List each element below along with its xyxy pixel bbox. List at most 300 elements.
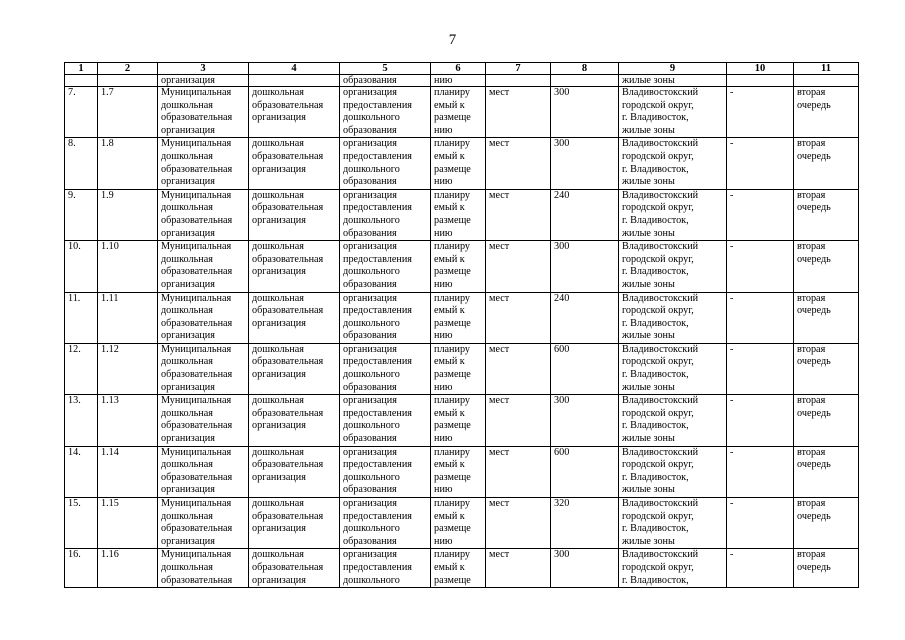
cell-line: г. Владивосток, [622, 369, 689, 381]
cell-line: образовательная [161, 266, 233, 278]
cell-line: Владивостокский [622, 189, 699, 201]
cell-line: предоставления [343, 561, 412, 573]
cell-line: организация [252, 574, 306, 586]
object-purpose [340, 292, 431, 343]
object-purpose [340, 395, 431, 446]
cell-line: дошкольного [343, 574, 400, 586]
object-purpose [340, 138, 431, 189]
cell-line: организация [161, 484, 215, 496]
zone-cell: - [727, 241, 794, 292]
object-type [249, 343, 340, 394]
cell-line: размеще [434, 266, 471, 278]
cell-line: жилые зоны [622, 278, 675, 290]
cell-line: г. Владивосток, [622, 266, 689, 278]
cell-line: вторая [797, 241, 826, 253]
cell-line: организация [161, 330, 215, 342]
cell-line: Муниципальная [161, 395, 232, 407]
cell-line: очередь [797, 510, 831, 522]
cell-line: предоставления [343, 459, 412, 471]
object-status [431, 446, 486, 497]
object-status [431, 189, 486, 240]
item-code: 1.12 [98, 343, 158, 394]
cell-line: планиру [434, 343, 471, 355]
cell-line: дошкольная [161, 561, 213, 573]
cell-line: дошкольная [161, 510, 213, 522]
table-cell: жилые зоны [619, 75, 727, 87]
object-type [249, 138, 340, 189]
cell-line: образования [343, 227, 397, 239]
cell-line: предоставления [343, 305, 412, 317]
cell-line: городской округ, [622, 202, 694, 214]
object-type [249, 292, 340, 343]
cell-line: Владивостокский [622, 395, 699, 407]
cell-line: дошкольная [161, 99, 213, 111]
location-cell [619, 138, 727, 189]
cell-line: Муниципальная [161, 138, 232, 150]
row-number: 15. [65, 498, 98, 549]
cell-line: предоставления [343, 356, 412, 368]
cell-line: Муниципальная [161, 292, 232, 304]
cell-line: образовательная [252, 202, 324, 214]
cell-line: жилые зоны [622, 330, 675, 342]
cell-line: образовательная [161, 420, 233, 432]
cell-line: очередь [797, 202, 831, 214]
queue-cell [794, 498, 859, 549]
zone-cell: - [727, 343, 794, 394]
cell-line: емый к [434, 99, 465, 111]
cell-line: организация [161, 278, 215, 290]
object-status [431, 87, 486, 138]
cell-line: организация [252, 214, 306, 226]
cell-line: дошкольного [343, 471, 400, 483]
capacity-cell: 600 [551, 446, 619, 497]
cell-line: дошкольная [252, 395, 304, 407]
cell-line: нию [434, 484, 453, 496]
location-cell [619, 292, 727, 343]
capacity-cell: 300 [551, 395, 619, 446]
cell-line: емый к [434, 253, 465, 265]
table-cell [551, 75, 619, 87]
object-name [158, 138, 249, 189]
unit-cell: мест [486, 292, 551, 343]
table-cell [727, 75, 794, 87]
object-type [249, 241, 340, 292]
cell-line: дошкольная [252, 549, 304, 561]
cell-line: образовательная [161, 112, 233, 124]
cell-line: размеще [434, 471, 471, 483]
item-code: 1.16 [98, 549, 158, 588]
cell-line: г. Владивосток, [622, 420, 689, 432]
col-header: 8 [551, 63, 619, 75]
col-header: 11 [794, 63, 859, 75]
cell-line: нию [434, 535, 453, 547]
cell-line: размеще [434, 214, 471, 226]
capacity-cell: 240 [551, 292, 619, 343]
cell-line: предоставления [343, 253, 412, 265]
col-header: 5 [340, 63, 431, 75]
object-name [158, 343, 249, 394]
cell-line: образования [343, 535, 397, 547]
cell-line: планиру [434, 292, 471, 304]
cell-line: дошкольная [252, 498, 304, 509]
queue-cell [794, 241, 859, 292]
col-header: 3 [158, 63, 249, 75]
cell-line: образования [343, 433, 397, 445]
col-header: 7 [486, 63, 551, 75]
cell-line: вторая [797, 498, 826, 509]
table-cell [98, 75, 158, 87]
cell-line: образовательная [252, 561, 324, 573]
cell-line: жилые зоны [622, 433, 675, 445]
col-header: 9 [619, 63, 727, 75]
location-cell [619, 87, 727, 138]
row-number: 16. [65, 549, 98, 588]
header-row [65, 63, 859, 75]
zone-cell: - [727, 87, 794, 138]
unit-cell: мест [486, 241, 551, 292]
table-row [65, 138, 859, 189]
cell-line: очередь [797, 561, 831, 573]
cell-line: образовательная [252, 150, 324, 162]
cell-line: дошкольного [343, 523, 400, 535]
cell-line: городской округ, [622, 150, 694, 162]
cell-line: планиру [434, 446, 471, 458]
location-cell [619, 395, 727, 446]
zone-cell: - [727, 189, 794, 240]
cell-line: городской округ, [622, 99, 694, 111]
capacity-cell: 300 [551, 138, 619, 189]
cell-line: очередь [797, 356, 831, 368]
object-name [158, 498, 249, 549]
object-type [249, 446, 340, 497]
table-row [65, 395, 859, 446]
cell-line: емый к [434, 510, 465, 522]
cell-line: Владивостокский [622, 549, 699, 561]
cell-line: образования [343, 176, 397, 188]
unit-cell: мест [486, 87, 551, 138]
cell-line: дошкольная [252, 138, 304, 150]
queue-cell [794, 138, 859, 189]
cell-line: нию [434, 330, 453, 342]
row-number: 14. [65, 446, 98, 497]
cell-line: вторая [797, 138, 826, 150]
cell-line: образовательная [161, 574, 233, 586]
table-cell: нию [431, 75, 486, 87]
cell-line: дошкольная [161, 459, 213, 471]
object-name [158, 87, 249, 138]
continuation-row [65, 75, 859, 87]
object-status [431, 138, 486, 189]
cell-line: предоставления [343, 150, 412, 162]
cell-line: городской округ, [622, 459, 694, 471]
capacity-cell: 300 [551, 241, 619, 292]
cell-line: организация [343, 498, 397, 509]
cell-line: образовательная [252, 459, 324, 471]
cell-line: образовательная [161, 523, 233, 535]
object-type [249, 498, 340, 549]
location-cell [619, 549, 727, 588]
table-row [65, 446, 859, 497]
unit-cell: мест [486, 446, 551, 497]
cell-line: образовательная [252, 99, 324, 111]
cell-line: Владивостокский [622, 446, 699, 458]
item-code: 1.11 [98, 292, 158, 343]
cell-line: Владивостокский [622, 138, 699, 150]
cell-line: планиру [434, 395, 471, 407]
cell-line: организация [343, 138, 397, 150]
capacity-cell: 300 [551, 87, 619, 138]
table-row [65, 549, 859, 588]
cell-line: емый к [434, 407, 465, 419]
row-number: 12. [65, 343, 98, 394]
cell-line: образования [343, 124, 397, 136]
cell-line: образования [343, 381, 397, 393]
item-code: 1.9 [98, 189, 158, 240]
cell-line: дошкольного [343, 214, 400, 226]
location-cell [619, 446, 727, 497]
cell-line: емый к [434, 356, 465, 368]
cell-line: дошкольная [161, 150, 213, 162]
cell-line: емый к [434, 150, 465, 162]
cell-line: организация [252, 317, 306, 329]
register-table [64, 62, 859, 588]
cell-line: дошкольная [161, 202, 213, 214]
cell-line: Муниципальная [161, 549, 232, 561]
cell-line: организация [343, 343, 397, 355]
cell-line: организация [161, 124, 215, 136]
queue-cell [794, 343, 859, 394]
cell-line: жилые зоны [622, 535, 675, 547]
object-status [431, 549, 486, 588]
queue-cell [794, 292, 859, 343]
cell-line: организация [161, 227, 215, 239]
cell-line: нию [434, 124, 453, 136]
cell-line: размеще [434, 523, 471, 535]
object-purpose [340, 343, 431, 394]
col-header: 2 [98, 63, 158, 75]
cell-line: нию [434, 278, 453, 290]
cell-line: образования [343, 484, 397, 496]
table-row [65, 292, 859, 343]
cell-line: нию [434, 227, 453, 239]
cell-line: организация [161, 176, 215, 188]
cell-line: дошкольного [343, 420, 400, 432]
object-status [431, 498, 486, 549]
cell-line: городской округ, [622, 253, 694, 265]
object-purpose [340, 189, 431, 240]
unit-cell: мест [486, 549, 551, 588]
table-row [65, 87, 859, 138]
object-type [249, 395, 340, 446]
object-purpose [340, 446, 431, 497]
item-code: 1.10 [98, 241, 158, 292]
cell-line: дошкольная [252, 343, 304, 355]
cell-line: образовательная [161, 163, 233, 175]
cell-line: очередь [797, 407, 831, 419]
cell-line: дошкольная [252, 87, 304, 98]
cell-line: организация [252, 420, 306, 432]
queue-cell [794, 189, 859, 240]
cell-line: Владивостокский [622, 343, 699, 355]
cell-line: городской округ, [622, 561, 694, 573]
object-type [249, 87, 340, 138]
cell-line: образовательная [252, 305, 324, 317]
cell-line: Муниципальная [161, 87, 232, 98]
cell-line: очередь [797, 99, 831, 111]
cell-line: вторая [797, 343, 826, 355]
object-name [158, 292, 249, 343]
cell-line: предоставления [343, 99, 412, 111]
cell-line: г. Владивосток, [622, 163, 689, 175]
row-number: 9. [65, 189, 98, 240]
cell-line: очередь [797, 305, 831, 317]
cell-line: организация [343, 189, 397, 201]
cell-line: Муниципальная [161, 189, 232, 201]
zone-cell: - [727, 138, 794, 189]
cell-line: образовательная [161, 317, 233, 329]
object-purpose [340, 498, 431, 549]
capacity-cell: 300 [551, 549, 619, 588]
cell-line: жилые зоны [622, 227, 675, 239]
cell-line: Владивостокский [622, 87, 699, 98]
cell-line: организация [343, 549, 397, 561]
cell-line: планиру [434, 549, 471, 561]
cell-line: Муниципальная [161, 446, 232, 458]
item-code: 1.15 [98, 498, 158, 549]
cell-line: очередь [797, 150, 831, 162]
queue-cell [794, 549, 859, 588]
cell-line: дошкольного [343, 163, 400, 175]
cell-line: Муниципальная [161, 343, 232, 355]
row-number: 7. [65, 87, 98, 138]
cell-line: дошкольного [343, 369, 400, 381]
cell-line: организация [343, 292, 397, 304]
cell-line: жилые зоны [622, 484, 675, 496]
object-name [158, 241, 249, 292]
cell-line: жилые зоны [622, 381, 675, 393]
item-code: 1.14 [98, 446, 158, 497]
cell-line: планиру [434, 241, 471, 253]
location-cell [619, 343, 727, 394]
zone-cell: - [727, 395, 794, 446]
cell-line: емый к [434, 305, 465, 317]
queue-cell [794, 87, 859, 138]
cell-line: размеще [434, 112, 471, 124]
cell-line: организация [252, 112, 306, 124]
unit-cell: мест [486, 189, 551, 240]
cell-line: очередь [797, 253, 831, 265]
row-number: 11. [65, 292, 98, 343]
cell-line: вторая [797, 189, 826, 201]
cell-line: дошкольного [343, 317, 400, 329]
cell-line: дошкольная [252, 241, 304, 253]
cell-line: образования [343, 278, 397, 290]
location-cell [619, 189, 727, 240]
table-cell [794, 75, 859, 87]
object-status [431, 241, 486, 292]
cell-line: Владивостокский [622, 241, 699, 253]
table-cell: организация [158, 75, 249, 87]
cell-line: предоставления [343, 407, 412, 419]
cell-line: емый к [434, 561, 465, 573]
cell-line: организация [252, 523, 306, 535]
capacity-cell: 600 [551, 343, 619, 394]
cell-line: г. Владивосток, [622, 112, 689, 124]
cell-line: организация [343, 241, 397, 253]
object-type [249, 549, 340, 588]
cell-line: организация [252, 163, 306, 175]
cell-line: жилые зоны [622, 176, 675, 188]
col-header: 6 [431, 63, 486, 75]
cell-line: образовательная [252, 253, 324, 265]
object-name [158, 395, 249, 446]
table-row [65, 498, 859, 549]
cell-line: очередь [797, 459, 831, 471]
cell-line: г. Владивосток, [622, 214, 689, 226]
cell-line: городской округ, [622, 305, 694, 317]
cell-line: дошкольная [161, 253, 213, 265]
col-header: 10 [727, 63, 794, 75]
cell-line: размеще [434, 163, 471, 175]
cell-line: организация [161, 535, 215, 547]
cell-line: г. Владивосток, [622, 317, 689, 329]
cell-line: организация [161, 433, 215, 445]
unit-cell: мест [486, 343, 551, 394]
cell-line: вторая [797, 549, 826, 561]
table-cell: образования [340, 75, 431, 87]
cell-line: образовательная [252, 510, 324, 522]
item-code: 1.7 [98, 87, 158, 138]
cell-line: г. Владивосток, [622, 523, 689, 535]
object-purpose [340, 241, 431, 292]
table-row [65, 189, 859, 240]
cell-line: организация [343, 446, 397, 458]
cell-line: образовательная [161, 214, 233, 226]
cell-line: размеще [434, 369, 471, 381]
cell-line: емый к [434, 202, 465, 214]
cell-line: предоставления [343, 202, 412, 214]
cell-line: образовательная [252, 407, 324, 419]
cell-line: вторая [797, 446, 826, 458]
cell-line: Владивостокский [622, 292, 699, 304]
object-name [158, 446, 249, 497]
cell-line: Муниципальная [161, 241, 232, 253]
object-status [431, 395, 486, 446]
cell-line: дошкольная [252, 292, 304, 304]
cell-line: Муниципальная [161, 498, 232, 509]
row-number: 8. [65, 138, 98, 189]
unit-cell: мест [486, 138, 551, 189]
object-status [431, 292, 486, 343]
zone-cell: - [727, 549, 794, 588]
cell-line: размеще [434, 574, 471, 586]
table-cell [249, 75, 340, 87]
row-number: 10. [65, 241, 98, 292]
unit-cell: мест [486, 395, 551, 446]
col-header: 4 [249, 63, 340, 75]
cell-line: планиру [434, 498, 471, 509]
table-row [65, 241, 859, 292]
table-cell [486, 75, 551, 87]
cell-line: планиру [434, 87, 471, 98]
cell-line: городской округ, [622, 510, 694, 522]
cell-line: организация [343, 87, 397, 98]
cell-line: образования [343, 330, 397, 342]
cell-line: вторая [797, 395, 826, 407]
cell-line: дошкольного [343, 112, 400, 124]
cell-line: емый к [434, 459, 465, 471]
item-code: 1.8 [98, 138, 158, 189]
